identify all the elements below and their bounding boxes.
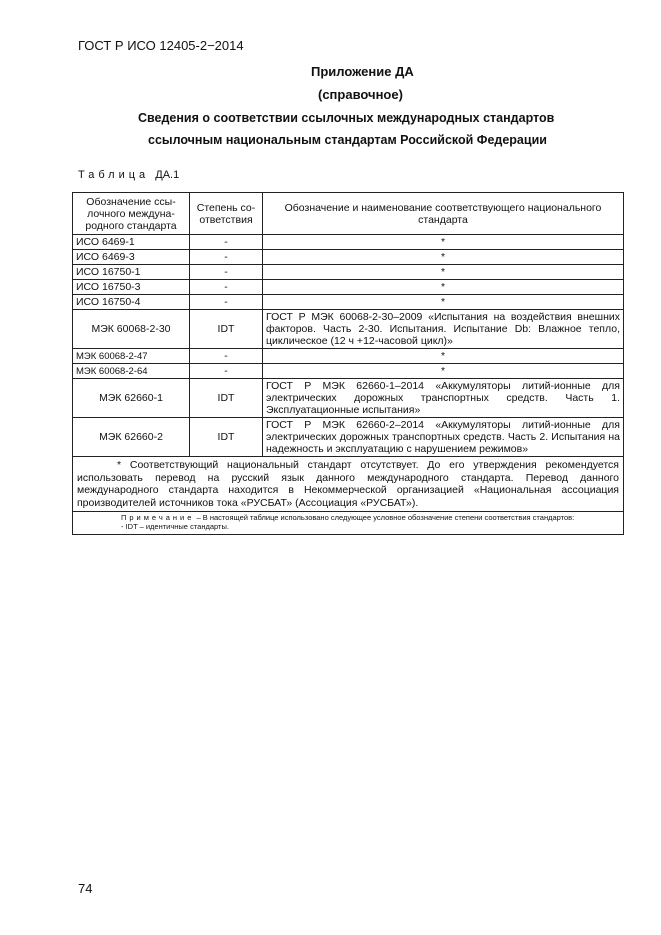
note-item: - IDT – идентичные стандарты.	[121, 522, 229, 531]
appendix-title-line-1: Сведения о соответствии ссылочных международных стандартов	[138, 111, 555, 125]
standard-code: ГОСТ Р ИСО 12405-2−2014	[78, 38, 244, 53]
table-row	[73, 295, 624, 310]
cell-degree: IDT	[190, 418, 263, 457]
table-header-row	[73, 193, 624, 235]
cell-degree: -	[190, 235, 263, 250]
header-degree: Степень со-ответствия	[190, 193, 263, 235]
table-caption-number: ДА.1	[155, 169, 180, 181]
cell-national: *	[263, 265, 624, 280]
cell-reference: МЭК 62660-2	[73, 418, 190, 457]
table-note	[73, 512, 624, 535]
appendix-reference: (справочное)	[318, 87, 403, 102]
table-caption-word: Таблица	[78, 169, 150, 181]
correspondence-table	[72, 192, 624, 535]
cell-national: *	[263, 295, 624, 310]
table-footnote	[73, 457, 624, 512]
table-note-row	[73, 512, 624, 535]
table-caption	[78, 169, 179, 181]
cell-reference: МЭК 60068-2-64	[73, 364, 190, 379]
table-footnote-row	[73, 457, 624, 512]
cell-reference: ИСО 6469-1	[73, 235, 190, 250]
cell-degree: -	[190, 349, 263, 364]
cell-national: *	[263, 235, 624, 250]
cell-national: ГОСТ Р МЭК 62660-2–2014 «Аккумуляторы литий-ионные для электрических дорожных транспортных средств. Часть 2. Испытания на надежность и эксплуатацию с нарушением режимов»	[263, 418, 624, 457]
cell-reference: ИСО 6469-3	[73, 250, 190, 265]
table-row	[73, 250, 624, 265]
header-national-standard: Обозначение и наименование соответствующего национального стандарта	[263, 193, 624, 235]
table-row	[73, 310, 624, 349]
cell-degree: -	[190, 280, 263, 295]
cell-national: ГОСТ Р МЭК 62660-1–2014 «Аккумуляторы литий-ионные для электрических дорожных транспортных средств. Часть 1. Эксплуатационные испытания»	[263, 379, 624, 418]
header-reference-standard: Обозначение ссы-лочного междуна-родного стандарта	[73, 193, 190, 235]
cell-reference: МЭК 60068-2-30	[73, 310, 190, 349]
table-row	[73, 280, 624, 295]
cell-degree: -	[190, 295, 263, 310]
cell-national: *	[263, 349, 624, 364]
appendix-title-line-2: ссылочным национальным стандартам Российской Федерации	[148, 133, 547, 147]
note-text: – В настоящей таблице использовано следующее условное обозначение степени соответствия стандартов:	[196, 513, 575, 522]
cell-national: *	[263, 364, 624, 379]
table-row	[73, 364, 624, 379]
cell-reference: МЭК 60068-2-47	[73, 349, 190, 364]
cell-reference: МЭК 62660-1	[73, 379, 190, 418]
cell-degree: IDT	[190, 310, 263, 349]
cell-national: *	[263, 250, 624, 265]
table-row	[73, 265, 624, 280]
note-label: Примечание	[121, 513, 195, 522]
footnote-text: * Соответствующий национальный стандарт отсутствует. До его утверждения рекомендуется использовать перевод на русский язык данного международного стандарта. Перевод данного международного стандарта находится в Некоммерческой организацией «Национальная ассоциация производителей источников тока «РУСБАТ» (Ассоциация «РУСБАТ»).	[77, 459, 619, 509]
appendix-heading: Приложение ДА	[311, 64, 414, 79]
cell-national: ГОСТ Р МЭК 60068-2-30–2009 «Испытания на воздействия внешних факторов. Часть 2-30. Испытания. Испытание Db: Влажное тепло, циклическое (12 ч +12-часовой цикл)»	[263, 310, 624, 349]
cell-reference: ИСО 16750-1	[73, 265, 190, 280]
table-row	[73, 235, 624, 250]
page-number: 74	[78, 881, 93, 896]
table-row	[73, 349, 624, 364]
cell-reference: ИСО 16750-3	[73, 280, 190, 295]
cell-degree: IDT	[190, 379, 263, 418]
cell-national: *	[263, 280, 624, 295]
cell-degree: -	[190, 364, 263, 379]
cell-degree: -	[190, 265, 263, 280]
cell-degree: -	[190, 250, 263, 265]
table-row	[73, 418, 624, 457]
cell-reference: ИСО 16750-4	[73, 295, 190, 310]
table-row	[73, 379, 624, 418]
